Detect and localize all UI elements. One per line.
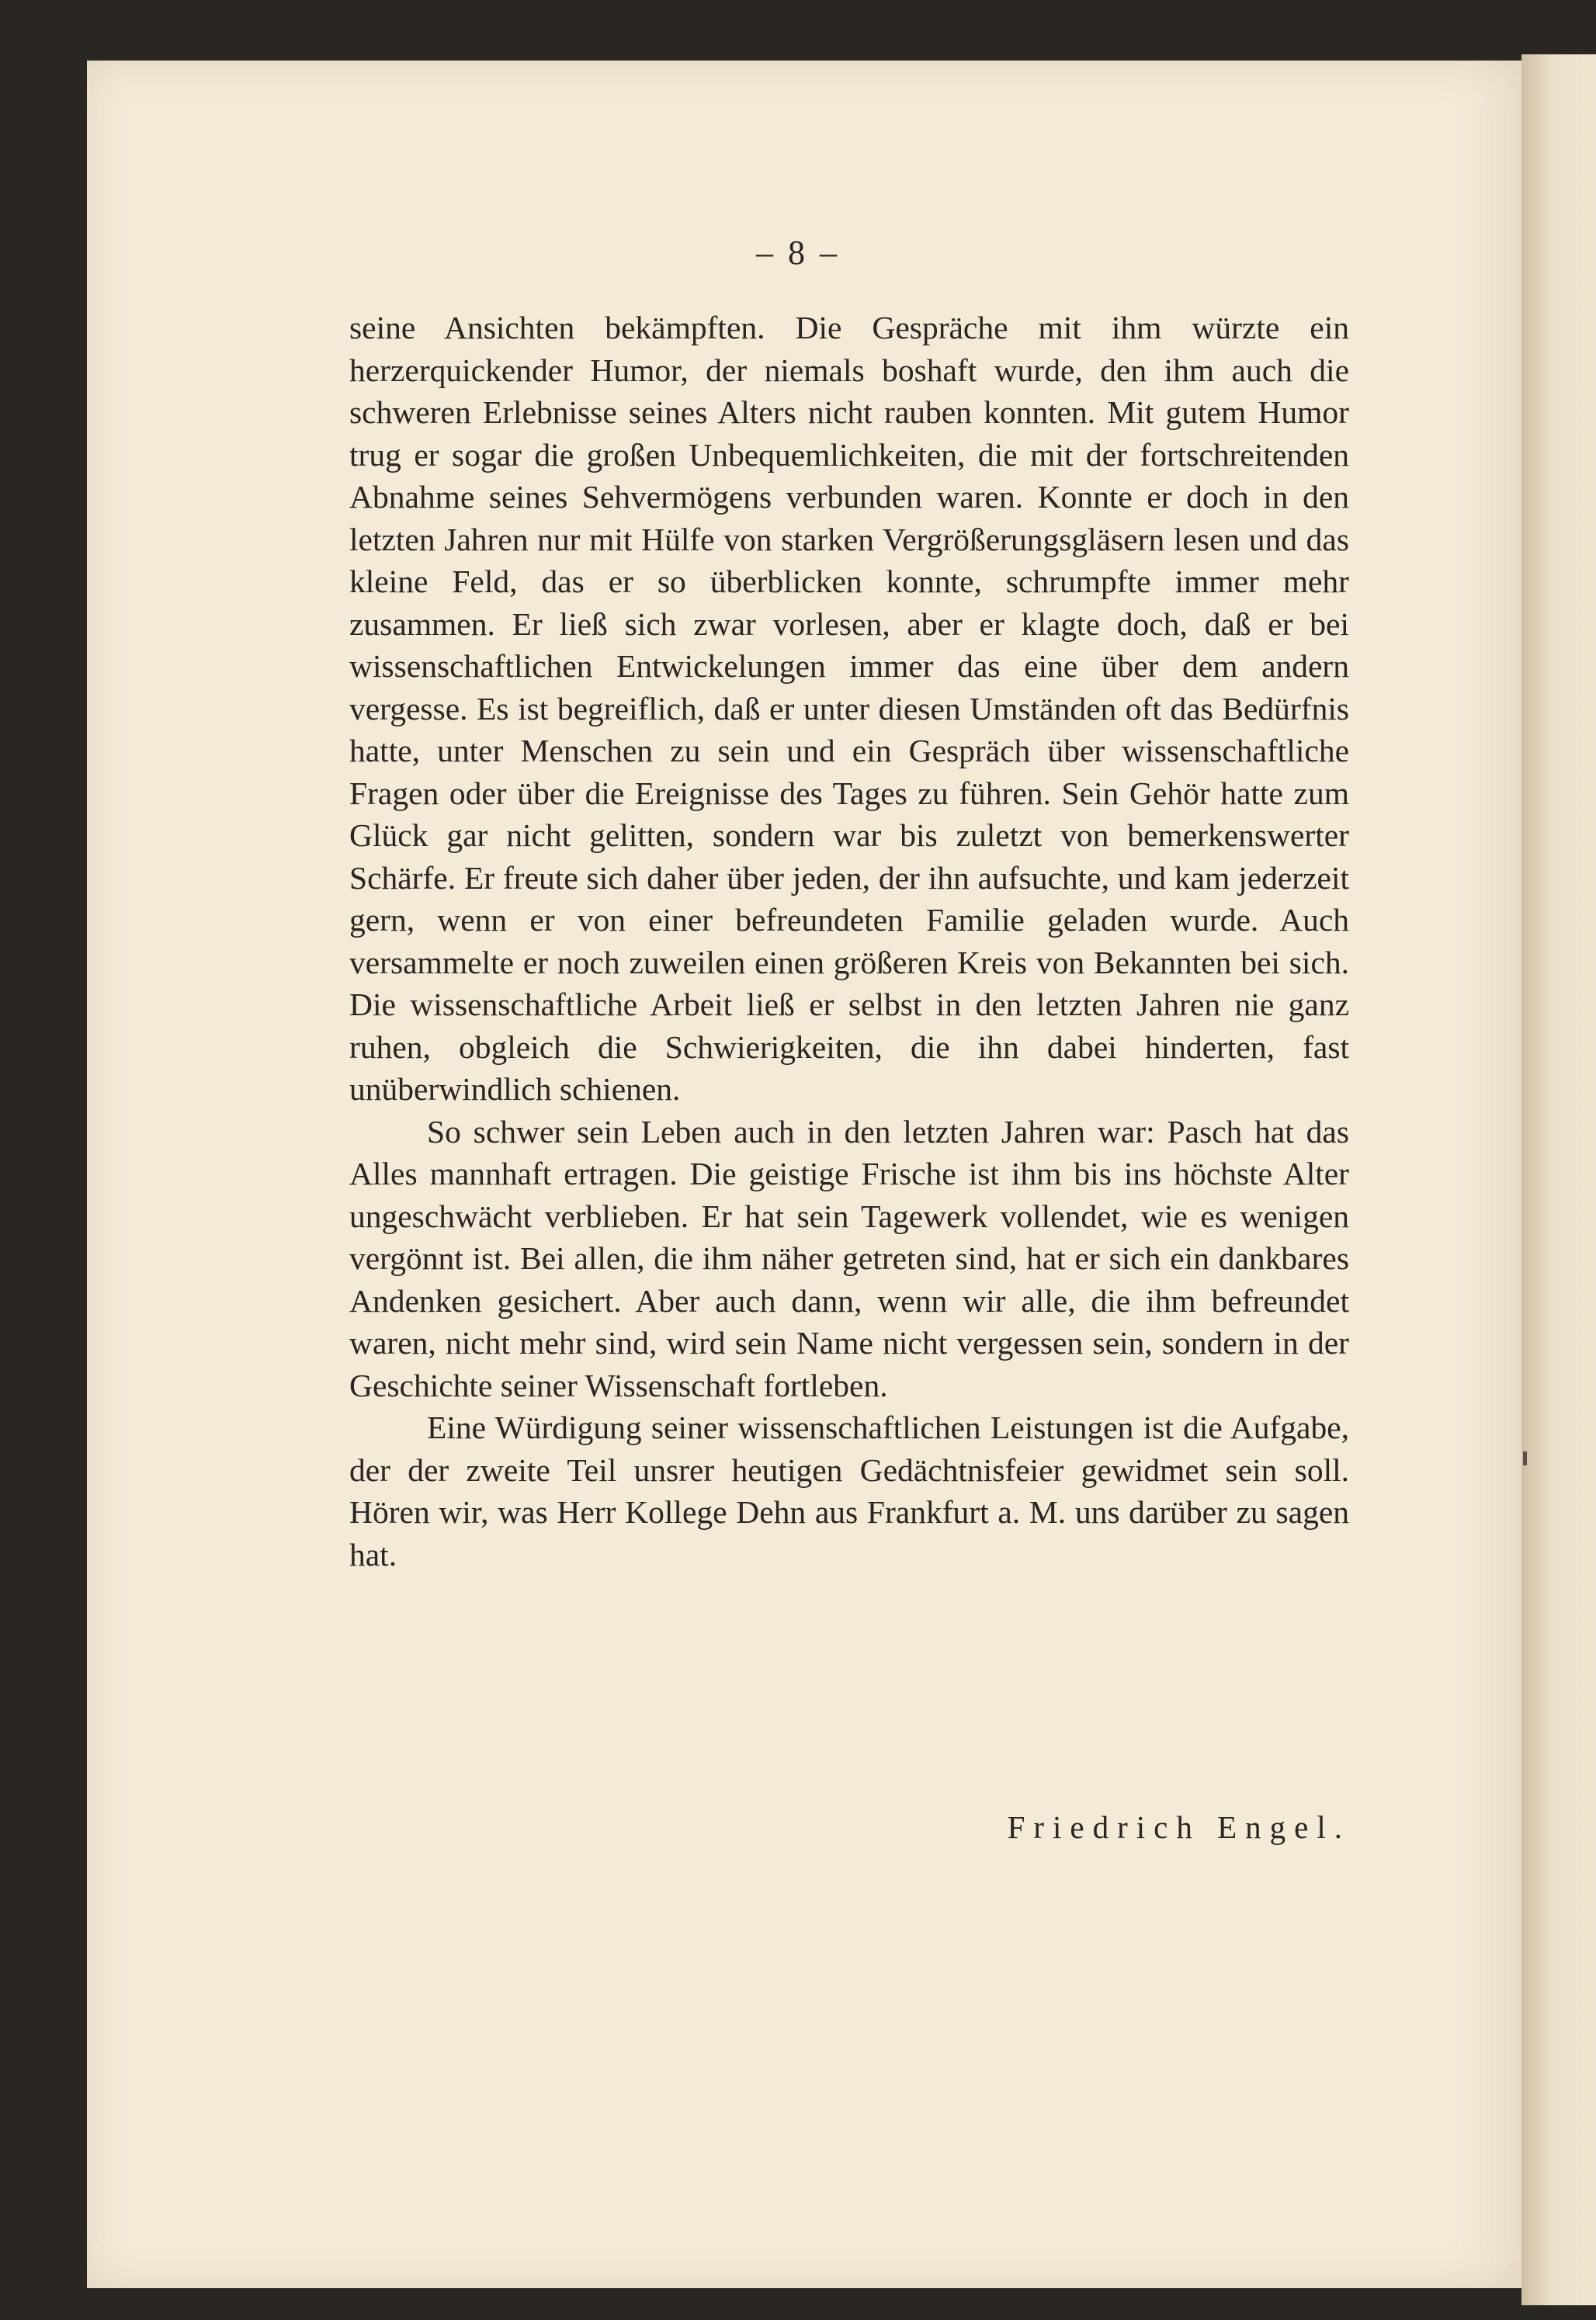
adjacent-page-edge: [1521, 54, 1596, 2305]
paragraph-3: Eine Würdigung seiner wissenschaftlichen Leistungen ist die Aufgabe, der der zweite Teil unsrer heutigen Gedächtnisfeier gewidmet sein soll. Hören wir, was Herr Kollege Dehn aus Frankfurt a. M. uns darüber zu sagen hat.: [349, 1410, 1349, 1573]
page-number: – 8 –: [756, 234, 840, 272]
page-edge-mark: [1523, 1451, 1527, 1465]
paragraph-2: So schwer sein Leben auch in den letzten Jahren war: Pasch hat das Alles mannhaft ertragen. Die geistige Frische ist ihm bis ins höchste Alter ungeschwächt verblieben. Er hat sein Tagewerk vollendet, wie es wenigen vergönnt ist. Bei allen, die ihm näher getreten sind, hat er sich ein dankbares Andenken gesichert. Aber auch dann, wenn wir alle, die ihm befreundet waren, nicht mehr sind, wird sein Name nicht vergessen sein, sondern in der Geschichte seiner Wissenschaft fortleben.: [349, 1113, 1349, 1403]
author-signature: Friedrich Engel.: [1007, 1809, 1351, 1845]
body-text: [349, 307, 1349, 1576]
paragraph-1: seine Ansichten bekämpften. Die Gespräche mit ihm würzte ein herzerquickender Humor, der niemals boshaft wurde, den ihm auch die schweren Erlebnisse seines Alters nicht rauben konnten. Mit gutem Humor trug er sogar die großen Unbequemlichkeiten, die mit der fortschreitenden Abnahme seines Sehvermögens verbunden waren. Konnte er doch in den letzten Jahren nur mit Hülfe von starken Vergrößerungsgläsern lesen und das kleine Feld, das er so überblicken konnte, schrumpfte immer mehr zusammen. Er ließ sich zwar vorlesen, aber er klagte doch, daß er bei wissenschaftlichen Entwickelungen immer das eine über dem andern vergesse. Es ist begreiflich, daß er unter diesen Umständen oft das Bedürfnis hatte, unter Menschen zu sein und ein Gespräch über wissenschaftliche Fragen oder über die Ereignisse des Tages zu führen. Sein Gehör hatte zum Glück gar nicht gelitten, sondern war bis zuletzt von bemerkenswerter Schärfe. Er freute sich daher über jeden, der ihn aufsuchte, und kam jederzeit gern, wenn er von einer befreundeten Familie geladen wurde. Auch versammelte er noch zuweilen einen größeren Kreis von Bekannten bei sich. Die wissenschaftliche Arbeit ließ er selbst in den letzten Jahren nie ganz ruhen, obgleich die Schwierigkeiten, die ihn dabei hinderten, fast unüberwindlich schienen.: [349, 310, 1349, 1107]
